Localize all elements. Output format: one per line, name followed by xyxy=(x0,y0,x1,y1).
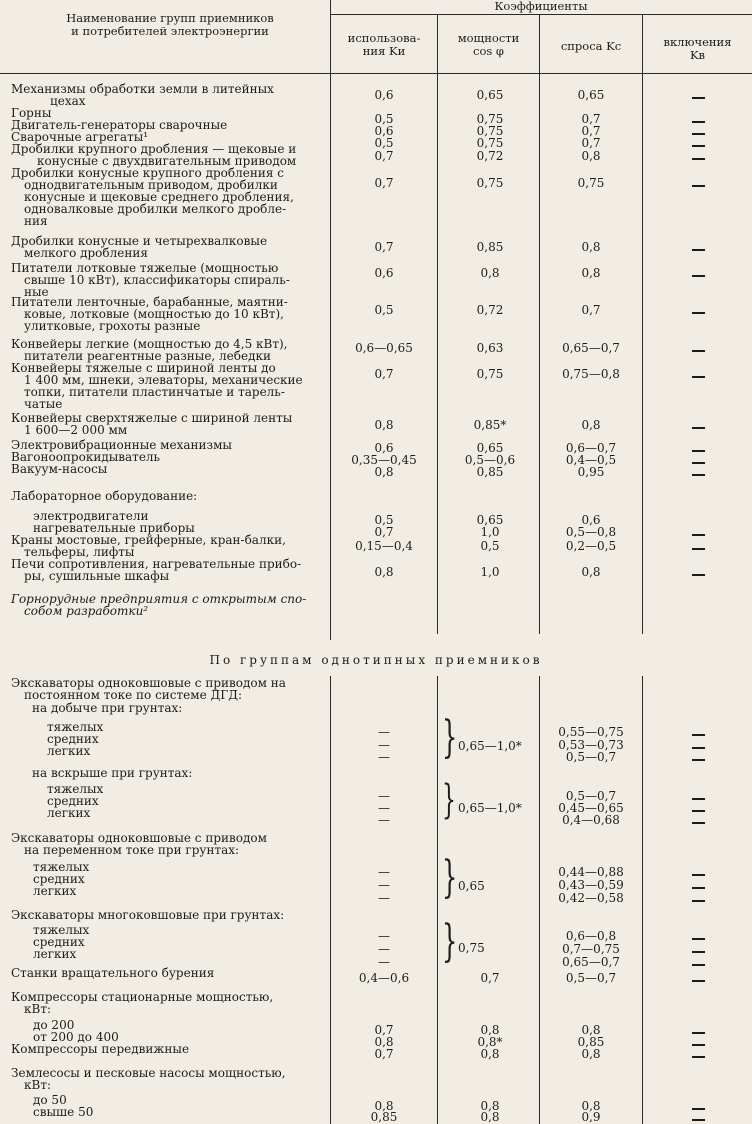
kv-dash xyxy=(692,874,705,876)
row-label: средних xyxy=(33,935,85,949)
cell-cos: 0,65 xyxy=(476,441,504,455)
row-label: Горнорудные предприятия с открытым спо- xyxy=(11,592,307,606)
group-brace: } xyxy=(442,852,458,903)
cell-kc: 0,8 xyxy=(581,565,601,579)
cell-cos: 0,8 xyxy=(480,1023,500,1037)
header-ki-line2: ния Kи xyxy=(362,44,406,58)
cell-kc: 0,7 xyxy=(581,124,601,138)
cell-ki: 0,15—0,4 xyxy=(355,539,413,553)
cell-kc: 0,5—0,7 xyxy=(565,789,617,803)
col-divider-2-lower xyxy=(437,676,438,1124)
cell-ki: 0,5 xyxy=(374,513,394,527)
kv-dash xyxy=(692,734,705,736)
cell-ki: — xyxy=(378,789,390,803)
cell-ki: 0,5 xyxy=(374,136,394,150)
cell-ki: — xyxy=(378,891,390,905)
cell-ki: — xyxy=(378,955,390,969)
row-label: однодвигательным приводом, дробилки xyxy=(24,178,278,192)
cell-kc: 0,8 xyxy=(581,149,601,163)
row-label: тяжелых xyxy=(33,860,90,874)
cell-kc: 0,85 xyxy=(577,1035,605,1049)
kv-dash xyxy=(692,145,705,147)
kv-dash xyxy=(692,822,705,824)
cell-ki: — xyxy=(378,942,390,956)
cell-kc: 0,65—0,7 xyxy=(562,955,620,969)
row-label: конусные и щековые среднего дробления, xyxy=(24,190,294,204)
cell-ki: 0,6 xyxy=(374,88,394,102)
cell-cos: 0,8 xyxy=(480,1110,500,1124)
kv-dash xyxy=(692,574,705,576)
row-label: Двигатель-генераторы сварочные xyxy=(11,118,228,132)
group-brace: } xyxy=(442,712,458,763)
row-label: 1 600—2 000 мм xyxy=(24,423,128,437)
cell-cos: 0,85* xyxy=(473,418,507,432)
cell-ki: 0,7 xyxy=(374,149,394,163)
cell-cos: 0,63 xyxy=(476,341,504,355)
kv-dash xyxy=(692,810,705,812)
row-label: питатели реагентные разные, лебедки xyxy=(24,349,271,363)
row-label: кВт: xyxy=(24,1002,51,1016)
header-coefficients: Коэффициенты xyxy=(494,0,588,13)
row-label: Конвейеры легкие (мощностью до 4,5 кВт), xyxy=(11,337,288,351)
row-label: Краны мостовые, грейферные, кран-балки, xyxy=(11,533,286,547)
row-label: на добыче при грунтах: xyxy=(32,701,183,715)
cell-kc: 0,5—0,7 xyxy=(565,971,617,985)
cell-cos: 0,8 xyxy=(480,266,500,280)
row-label: легких xyxy=(47,744,91,758)
row-label: тельферы, лифты xyxy=(24,545,135,559)
cell-cos: 1,0 xyxy=(480,565,500,579)
row-label: тяжелых xyxy=(47,782,104,796)
row-label: средних xyxy=(33,872,85,886)
row-label: средних xyxy=(47,732,99,746)
cell-kc: 0,5—0,8 xyxy=(565,525,617,539)
kv-dash xyxy=(692,900,705,902)
cell-cos: 0,65 xyxy=(476,513,504,527)
row-label: постоянном токе по системе ДГД: xyxy=(24,688,242,702)
row-label: конусные с двухдвигательным приводом xyxy=(37,154,297,168)
header-group-line2: и потребителей электроэнергии xyxy=(71,24,269,38)
kv-dash xyxy=(692,534,705,536)
cell-ki: 0,7 xyxy=(374,1047,394,1061)
cell-ki: 0,6 xyxy=(374,266,394,280)
header-group-column xyxy=(40,12,300,38)
cell-ki: 0,5 xyxy=(374,303,394,317)
row-label: улитковые, грохоты разные xyxy=(24,319,201,333)
cell-ki: 0,6—0,65 xyxy=(355,341,413,355)
kv-dash xyxy=(692,1108,705,1110)
kv-dash xyxy=(692,249,705,251)
cell-ki: 0,8 xyxy=(374,418,394,432)
cell-kc: 0,6—0,7 xyxy=(565,441,617,455)
kv-dash xyxy=(692,938,705,940)
cell-cos: 0,72 xyxy=(476,303,504,317)
cell-kc: 0,6—0,8 xyxy=(565,929,617,943)
cell-cos: 0,7 xyxy=(480,971,500,985)
cell-kc: 0,7 xyxy=(581,112,601,126)
cell-ki: 0,6 xyxy=(374,124,394,138)
row-label: Станки вращательного бурения xyxy=(11,966,215,980)
kv-dash xyxy=(692,133,705,135)
row-label: ния xyxy=(24,214,48,228)
col-divider-4 xyxy=(642,14,643,634)
row-label: кВт: xyxy=(24,1078,51,1092)
cell-cos: 0,8 xyxy=(480,1099,500,1113)
cell-cos: 0,72 xyxy=(476,149,504,163)
cell-kc: 0,8 xyxy=(581,240,601,254)
row-label: тяжелых xyxy=(33,923,90,937)
cell-ki: — xyxy=(378,725,390,739)
row-label: топки, питатели пластинчатые и тарель- xyxy=(24,385,285,399)
kv-dash xyxy=(692,548,705,550)
row-label: свыше 10 кВт), классификаторы спираль- xyxy=(24,273,290,287)
header-kv xyxy=(643,36,752,62)
header-cos xyxy=(438,32,539,58)
row-label: ковые, лотковые (мощностью до 10 кВт), xyxy=(24,307,284,321)
cell-kc: 0,65 xyxy=(577,88,605,102)
group-brace: } xyxy=(442,916,458,967)
cell-kc: 0,95 xyxy=(577,465,605,479)
row-label: Дробилки конусные крупного дробления с xyxy=(11,166,284,180)
header-ki-line1: использова- xyxy=(347,31,421,45)
cell-cos: 0,8* xyxy=(477,1035,503,1049)
cell-ki: — xyxy=(378,929,390,943)
cell-cos: 1,0 xyxy=(480,525,500,539)
cell-ki: 0,8 xyxy=(374,1035,394,1049)
kv-dash xyxy=(692,964,705,966)
row-label: до 50 xyxy=(33,1093,67,1107)
header-group-line1: Наименование групп приемников xyxy=(66,11,274,25)
row-label: Экскаваторы одноковшовые с приводом xyxy=(11,831,267,845)
row-label: цехах xyxy=(50,94,86,108)
col-divider-1-lower xyxy=(330,676,331,1124)
row-label: мелкого дробления xyxy=(24,246,148,260)
brace-value: 0,65 xyxy=(458,879,485,893)
row-label: нагревательные приборы xyxy=(33,521,195,535)
row-label: легких xyxy=(33,884,77,898)
row-label: средних xyxy=(47,794,99,808)
cell-ki: 0,7 xyxy=(374,525,394,539)
col-divider-2 xyxy=(437,14,438,634)
cell-ki: 0,6 xyxy=(374,441,394,455)
cell-cos: 0,5 xyxy=(480,539,500,553)
row-label: Сварочные агрегаты¹ xyxy=(11,130,149,144)
row-label: Землесосы и песковые насосы мощностью, xyxy=(11,1066,286,1080)
cell-kc: 0,9 xyxy=(581,1110,601,1124)
cell-kc: 0,8 xyxy=(581,418,601,432)
cell-kc: 0,8 xyxy=(581,1047,601,1061)
cell-kc: 0,8 xyxy=(581,1023,601,1037)
row-label: тяжелых xyxy=(47,720,104,734)
cell-kc: 0,8 xyxy=(581,266,601,280)
row-label: ры, сушильные шкафы xyxy=(24,569,170,583)
cell-cos: 0,75 xyxy=(476,112,504,126)
kv-dash xyxy=(692,462,705,464)
row-label: Дробилки конусные и четырехвалковые xyxy=(11,234,268,248)
row-label: свыше 50 xyxy=(33,1105,94,1119)
cell-ki: 0,8 xyxy=(374,465,394,479)
row-label: легких xyxy=(33,947,77,961)
cell-ki: — xyxy=(378,750,390,764)
row-label: ные xyxy=(24,285,49,299)
cell-kc: 0,7 xyxy=(581,303,601,317)
kv-dash xyxy=(692,747,705,749)
cell-ki: — xyxy=(378,738,390,752)
row-label: от 200 до 400 xyxy=(33,1030,119,1044)
row-label: Экскаваторы одноковшовые с приводом на xyxy=(11,676,286,690)
kv-dash xyxy=(692,980,705,982)
cell-kc: 0,42—0,58 xyxy=(558,891,624,905)
cell-cos: 0,8 xyxy=(480,1047,500,1061)
header-ki xyxy=(331,32,437,58)
kv-dash xyxy=(692,887,705,889)
cell-kc: 0,4—0,68 xyxy=(562,813,620,827)
kv-dash xyxy=(692,1044,705,1046)
row-label: легких xyxy=(47,806,91,820)
row-label: Механизмы обработки земли в литейных xyxy=(11,82,274,96)
kv-dash xyxy=(692,185,705,187)
cell-kc: 0,7—0,75 xyxy=(562,942,620,956)
cell-cos: 0,65 xyxy=(476,88,504,102)
cell-kc: 0,65—0,7 xyxy=(562,341,620,355)
kv-dash xyxy=(692,376,705,378)
cell-kc: 0,6 xyxy=(581,513,601,527)
cell-cos: 0,75 xyxy=(476,136,504,150)
cell-ki: 0,4—0,6 xyxy=(358,971,410,985)
row-label: Лабораторное оборудование: xyxy=(11,489,198,503)
cell-kc: 0,7 xyxy=(581,136,601,150)
row-label: на переменном токе при грунтах: xyxy=(24,843,240,857)
cell-ki: 0,7 xyxy=(374,367,394,381)
row-label: Горны xyxy=(11,106,52,120)
row-label: Вагоноопрокидыватель xyxy=(11,450,161,464)
kv-dash xyxy=(692,427,705,429)
cell-kc: 0,4—0,5 xyxy=(565,453,617,467)
kv-dash xyxy=(692,1119,705,1121)
cell-kc: 0,2—0,5 xyxy=(565,539,617,553)
cell-ki: 0,8 xyxy=(374,1099,394,1113)
cell-kc: 0,43—0,59 xyxy=(558,878,624,892)
col-divider-3 xyxy=(539,14,540,634)
header-top-rule xyxy=(330,14,752,15)
cell-kc: 0,8 xyxy=(581,1099,601,1113)
cell-ki: — xyxy=(378,878,390,892)
col-divider-4-lower xyxy=(642,676,643,1124)
cell-kc: 0,55—0,75 xyxy=(558,725,624,739)
kv-dash xyxy=(692,759,705,761)
cell-kc: 0,75 xyxy=(577,176,605,190)
kv-dash xyxy=(692,450,705,452)
col-divider-3-lower xyxy=(539,676,540,1124)
cell-ki: — xyxy=(378,813,390,827)
header-kv-line2: Kв xyxy=(689,48,706,62)
cell-ki: — xyxy=(378,801,390,815)
kv-dash xyxy=(692,350,705,352)
row-label: Экскаваторы многоковшовые при грунтах: xyxy=(11,908,285,922)
row-label: до 200 xyxy=(33,1018,75,1032)
cell-cos: 0,75 xyxy=(476,367,504,381)
cell-kc: 0,75—0,8 xyxy=(562,367,620,381)
row-label: Питатели лотковые тяжелые (мощностью xyxy=(11,261,279,275)
kv-dash xyxy=(692,798,705,800)
cell-ki: 0,7 xyxy=(374,1023,394,1037)
cell-kc: 0,5—0,7 xyxy=(565,750,617,764)
kv-dash xyxy=(692,121,705,123)
kv-dash xyxy=(692,275,705,277)
kv-dash xyxy=(692,312,705,314)
cell-kc: 0,45—0,65 xyxy=(558,801,624,815)
kv-dash xyxy=(692,1056,705,1058)
brace-value: 0,65—1,0* xyxy=(458,801,522,815)
row-label: 1 400 мм, шнеки, элеваторы, механические xyxy=(24,373,303,387)
cell-cos: 0,75 xyxy=(476,124,504,138)
cell-ki: 0,8 xyxy=(374,565,394,579)
row-label: Вакуум-насосы xyxy=(11,462,108,476)
row-label: Электровибрационные механизмы xyxy=(11,438,232,452)
row-label: электродвигатели xyxy=(33,509,149,523)
header-kc: спроса Kс xyxy=(560,39,622,53)
brace-value: 0,75 xyxy=(458,941,485,955)
section-title: По группам однотипных приемников xyxy=(209,653,543,667)
row-label: на вскрыше при грунтах: xyxy=(32,766,193,780)
cell-cos: 0,85 xyxy=(476,465,504,479)
cell-ki: 0,35—0,45 xyxy=(351,453,417,467)
cell-kc: 0,44—0,88 xyxy=(558,865,624,879)
row-label: Конвейеры тяжелые с шириной ленты до xyxy=(11,361,276,375)
cell-ki: 0,5 xyxy=(374,112,394,126)
row-label: чатые xyxy=(24,397,63,411)
header-bottom-rule xyxy=(0,73,752,74)
row-label: Печи сопротивления, нагревательные прибо- xyxy=(11,557,302,571)
brace-value: 0,65—1,0* xyxy=(458,739,522,753)
kv-dash xyxy=(692,158,705,160)
row-label: Питатели ленточные, барабанные, маятни- xyxy=(11,295,288,309)
cell-ki: 0,7 xyxy=(374,240,394,254)
cell-kc: 0,53—0,73 xyxy=(558,738,624,752)
kv-dash xyxy=(692,97,705,99)
row-label: Дробилки крупного дробления — щековые и xyxy=(11,142,297,156)
kv-dash xyxy=(692,951,705,953)
kv-dash xyxy=(692,474,705,476)
row-label: Конвейеры сверхтяжелые с шириной ленты xyxy=(11,411,293,425)
cell-ki: 0,85 xyxy=(370,1110,398,1124)
cell-cos: 0,85 xyxy=(476,240,504,254)
cell-ki: 0,7 xyxy=(374,176,394,190)
row-label: одновалковые дробилки мелкого дробле- xyxy=(24,202,287,216)
kv-dash xyxy=(692,1032,705,1034)
row-label: собом разработки² xyxy=(24,604,149,618)
cell-cos: 0,5—0,6 xyxy=(464,453,516,467)
row-label: Компрессоры передвижные xyxy=(11,1042,190,1056)
col-divider-1 xyxy=(330,0,331,640)
header-cos-line2: cos φ xyxy=(473,44,504,58)
cell-ki: — xyxy=(378,865,390,879)
header-cos-line1: мощности xyxy=(457,31,520,45)
header-kv-line1: включения xyxy=(663,35,732,49)
group-brace: } xyxy=(442,777,456,823)
cell-cos: 0,75 xyxy=(476,176,504,190)
row-label: Компрессоры стационарные мощностью, xyxy=(11,990,274,1004)
